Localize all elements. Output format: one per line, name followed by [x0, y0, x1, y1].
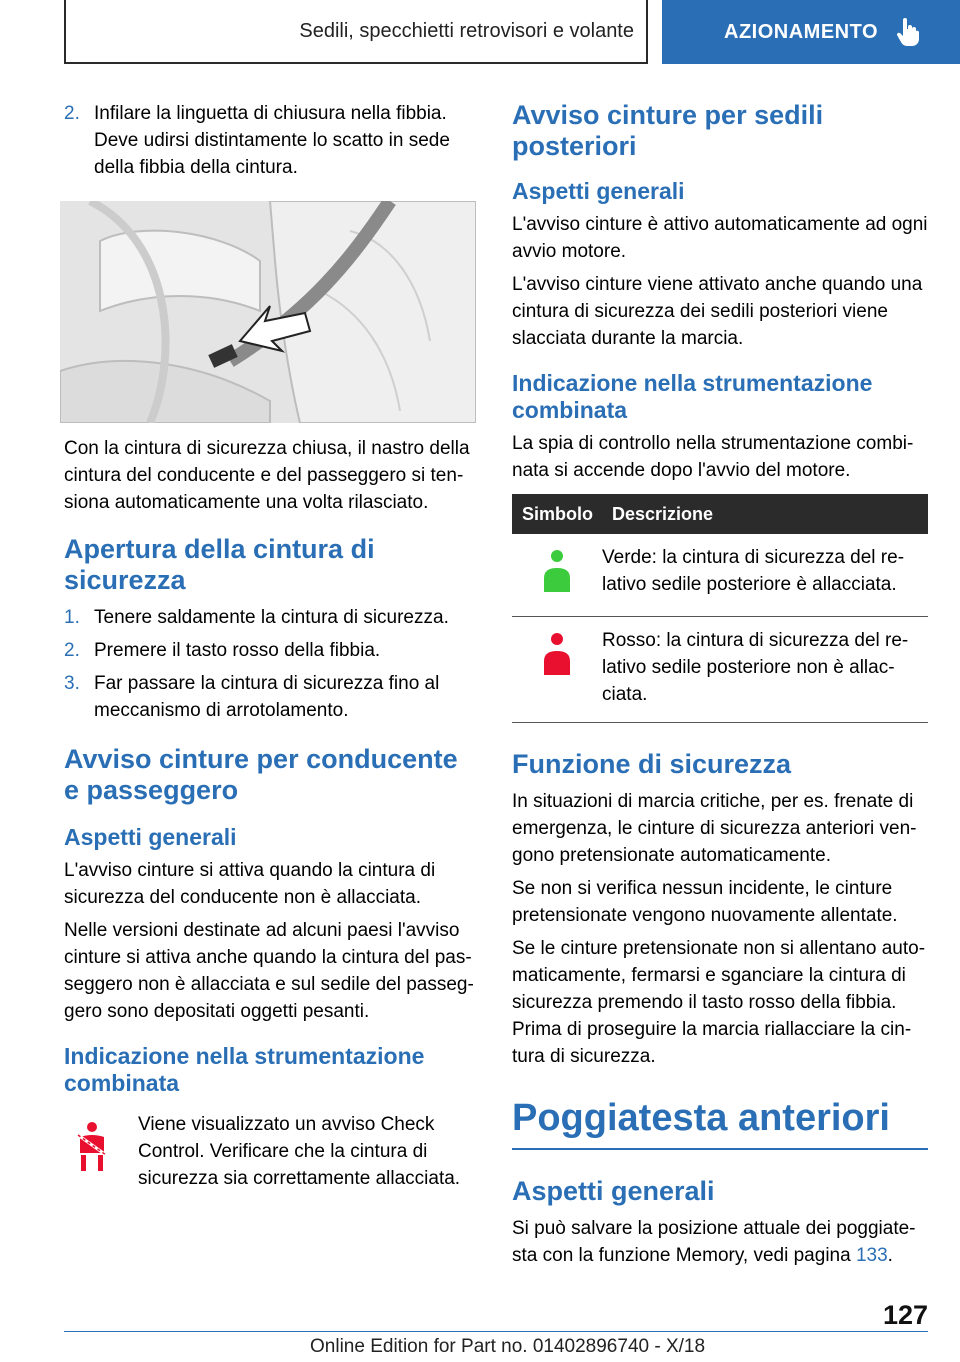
table-row — [512, 617, 928, 723]
heading-headrest: Poggiatesta anteriori — [512, 1096, 928, 1150]
list-item — [64, 670, 476, 724]
page-number: 127 — [882, 1300, 928, 1330]
table-row — [512, 534, 928, 617]
footer-divider — [64, 1331, 928, 1332]
right-column — [512, 100, 928, 1275]
page-link[interactable]: 133 — [855, 1245, 888, 1266]
general-paragraph-2: Nelle versioni destinate ad alcuni paesi l'avviso cinture si attiva anche quando la cintura del passeggero non è allacciata e sul sedile del passeggero sono depositati oggetti pesanti. — [64, 920, 474, 1022]
table-cell-description: Rosso: la cintura di sicurezza del relativo sedile posteriore non è allacciata. — [602, 617, 928, 723]
general-paragraph-2: L'avviso cinture viene attivato anche quando una cintura di sicurezza dei sedili posteriori viene slacciata durante la marcia. — [512, 274, 923, 349]
safety-paragraph-1: In situazioni di marcia critiche, per es. frenate di emergenza, le cinture di sicurezza anteriori vengono pretensionate automaticamente. — [512, 791, 917, 866]
table-cell-description: Verde: la cintura di sicurezza del relativo sedile posteriore è allacciata. — [602, 534, 928, 617]
headrest-paragraph — [512, 1215, 928, 1269]
heading-safety: Funzione di sicurezza — [512, 749, 792, 779]
headrest-end: . — [887, 1245, 893, 1266]
indicator-paragraph: La spia di controllo nella strumentazione combinata si accende dopo l'avvio del motore. — [512, 433, 914, 481]
step-number: 3. — [64, 673, 80, 694]
seatbelt-buckle-photo — [60, 201, 476, 423]
list-item — [64, 637, 476, 664]
rear-seatbelt-red-icon — [512, 617, 602, 723]
heading-indicator: Indicazione nella strumentazione combinata — [512, 370, 873, 423]
general-paragraph-1: L'avviso cinture è attivo automaticamente ad ogni avvio motore. — [512, 214, 928, 262]
hand-pointer-icon — [896, 18, 920, 46]
heading-driver-warning: Avviso cinture per conducente e passeggero — [64, 744, 458, 805]
step-text: Far passare la cintura di sicurezza fino al meccanismo di arrotolamento. — [94, 673, 440, 721]
heading-rear-warning: Avviso cinture per sedili posteriori — [512, 100, 824, 161]
indicator-text: Viene visualizzato un avviso Check Control. Verificare che la cintura di sicurezza sia correttamente allacciata. — [138, 1114, 461, 1189]
step-text: Tenere saldamente la cintura di sicurezza. — [94, 607, 449, 628]
rear-seatbelt-green-icon — [512, 534, 602, 617]
header-tab-label: AZIONAMENTO — [724, 20, 879, 43]
heading-general-2: Aspetti generali — [512, 1176, 715, 1206]
safety-paragraph-3: Se le cinture pretensionate non si allentano automaticamente, fermarsi e sganciare la cintura di sicurezza premendo il tasto rosso della fibbia. Prima di proseguire la marcia riallacciare la cintura di sicurezza. — [512, 938, 926, 1067]
belt-tension-paragraph: Con la cintura di sicurezza chiusa, il nastro della cintura del conducente e del passeggero si tensiona automaticamente una volta rilasciato. — [64, 438, 470, 513]
heading-indicator: Indicazione nella strumentazione combinata — [64, 1043, 425, 1096]
seatbelt-warning-icon — [64, 1111, 138, 1192]
header-section-box — [64, 0, 648, 64]
step-number: 2. — [64, 640, 80, 661]
heading-general: Aspetti generali — [64, 824, 237, 850]
headrest-text: Si può salvare la posizione attuale dei poggiatesta con la funzione Memory, vedi pagina — [512, 1218, 916, 1266]
symbol-table — [512, 494, 928, 723]
table-header-description: Descrizione — [602, 494, 928, 534]
safety-paragraph-2: Se non si verifica nessun incidente, le cinture pretensionate vengono nuovamente allentate. — [512, 878, 898, 926]
table-header-symbol: Simbolo — [512, 494, 602, 534]
general-paragraph-1: L'avviso cinture si attiva quando la cintura di sicurezza del conducente non è allacciata. — [64, 860, 436, 908]
step-text: Premere il tasto rosso della fibbia. — [94, 640, 381, 661]
indicator-row — [64, 1111, 476, 1192]
step-text: Infilare la linguetta di chiusura nella fibbia. Deve udirsi distintamente lo scatto in sede della fibbia della cintura. — [94, 103, 450, 178]
left-column — [64, 100, 476, 1192]
header-chapter-tab[interactable] — [662, 0, 960, 64]
heading-opening: Apertura della cintura di sicurezza — [64, 534, 375, 595]
step-number: 2. — [64, 103, 80, 124]
step-number: 1. — [64, 607, 80, 628]
heading-general: Aspetti generali — [512, 178, 685, 204]
list-item — [64, 604, 476, 631]
footer-edition: Online Edition for Part no. 01402896740 - X/18 — [310, 1336, 706, 1357]
header-section-title: Sedili, specchietti retrovisori e volante — [299, 19, 634, 42]
list-item — [64, 100, 476, 181]
